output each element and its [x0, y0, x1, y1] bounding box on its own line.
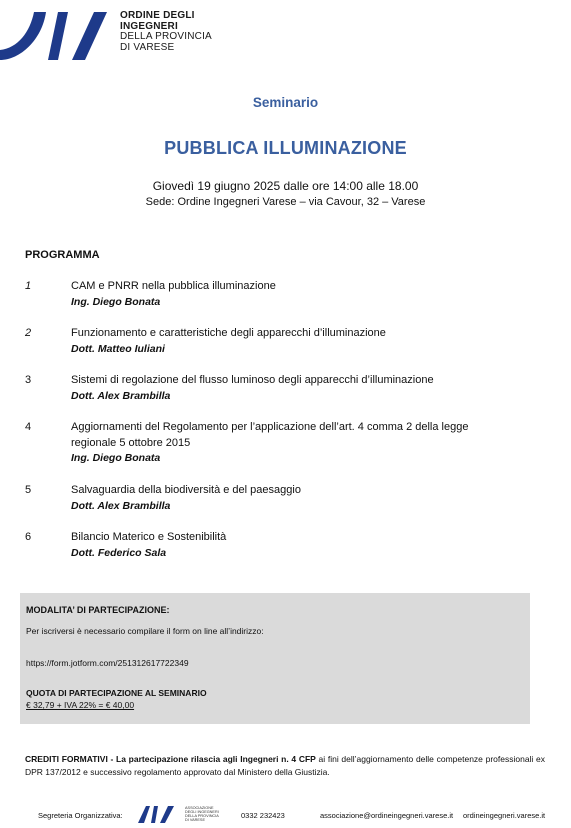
org-name-line: ORDINE DEGLI: [120, 10, 195, 21]
programme-item: [25, 373, 545, 404]
email-link[interactable]: associazione@ordineingegneri.varese.it: [320, 811, 454, 820]
programme-item-topic: Funzionamento e caratteristiche degli apparecchi d’illuminazione: [71, 327, 386, 339]
programme-item-number: 1: [25, 280, 32, 292]
programme-item-speaker: Dott. Federico Sala: [71, 546, 167, 559]
event-date: Giovedì 19 giugno 2025 dalle ore 14:00 alle 18.00: [152, 179, 419, 193]
secretariat-label: Segreteria Organizzativa:: [38, 811, 123, 820]
association-name-line: DELLA PROVINCIA: [185, 814, 219, 819]
programme-item-number: 5: [25, 484, 32, 496]
programme-item-number: 6: [25, 531, 32, 543]
programme-item-speaker: Dott. Alex Brambilla: [71, 499, 171, 512]
credits-lead: CREDITI FORMATIVI - La partecipazione rilascia agli Ingegneri n. 4 CFP: [25, 754, 316, 764]
programme-item-topic: Bilancio Materico e Sostenibilità: [71, 531, 227, 543]
fee-amount: € 32,79 + IVA 22% = € 40,00: [26, 700, 135, 710]
credits-note: [25, 753, 545, 778]
programme-item-speaker: Dott. Alex Brambilla: [71, 389, 171, 402]
programme-item-number: 2: [25, 327, 32, 339]
participation-box: [20, 593, 530, 724]
programme-item: [25, 483, 545, 514]
association-logo-icon: [138, 806, 178, 823]
programme-item-number: 4: [25, 421, 32, 433]
org-name: [120, 11, 212, 53]
programme-item-speaker: Ing. Diego Bonata: [71, 452, 161, 464]
programme-item-speaker: Ing. Diego Bonata: [71, 295, 161, 308]
org-name-line: DI VARESE: [120, 41, 175, 53]
programme-item-number: 3: [25, 374, 32, 386]
programme-item: [25, 279, 545, 310]
credits-text: ai fini dell’aggiornamento delle competenze professionali ex DPR 137/2012 e successivo regolamento approvato dal Ministero della Giustizia.: [25, 754, 545, 777]
event-venue: Sede: Ordine Ingegneri Varese – via Cavour, 32 – Varese: [145, 196, 426, 208]
phone-number[interactable]: 0332 232423: [241, 811, 285, 820]
association-name: [185, 806, 219, 822]
association-name-line: DI VARESE: [185, 818, 205, 823]
association-name-line: DEGLI INGEGNERI: [185, 810, 219, 815]
programme-item-topic: Salvaguardia della biodiversità e del paesaggio: [71, 484, 301, 496]
order-logo-icon: [0, 10, 110, 60]
fee-heading: QUOTA DI PARTECIPAZIONE AL SEMINARIO: [26, 688, 207, 698]
registration-form-link[interactable]: https://form.jotform.com/251312617722349: [26, 658, 189, 668]
programme-item-speaker: Dott. Matteo Iuliani: [71, 342, 165, 355]
org-name-line: DELLA PROVINCIA: [120, 31, 212, 42]
programme-heading: PROGRAMMA: [25, 249, 100, 261]
association-name-line: ASSOCIAZIONE: [185, 806, 214, 810]
programme-item: [25, 326, 545, 357]
programme-item-topic: CAM e PNRR nella pubblica illuminazione: [71, 280, 276, 292]
participation-heading: MODALITA’ DI PARTECIPAZIONE:: [26, 605, 170, 615]
org-name-line: INGEGNERI: [120, 20, 178, 32]
programme-item: [25, 420, 545, 467]
programme-item: [25, 530, 545, 561]
seminar-title: PUBBLICA ILLUMINAZIONE: [164, 138, 407, 158]
seminar-label: Seminario: [252, 95, 319, 110]
website-link[interactable]: ordineingegneri.varese.it: [463, 811, 546, 820]
programme-item-topic: Sistemi di regolazione del flusso luminoso degli apparecchi d’illuminazione: [71, 374, 434, 386]
participation-instructions: Per iscriversi è necessario compilare il form on line all’indirizzo:: [26, 626, 264, 636]
footer: [0, 803, 571, 823]
programme-item-topic: Aggiornamenti del Regolamento per l’applicazione dell’art. 4 comma 2 della legge regionale 5 ottobre 2015: [71, 421, 469, 449]
